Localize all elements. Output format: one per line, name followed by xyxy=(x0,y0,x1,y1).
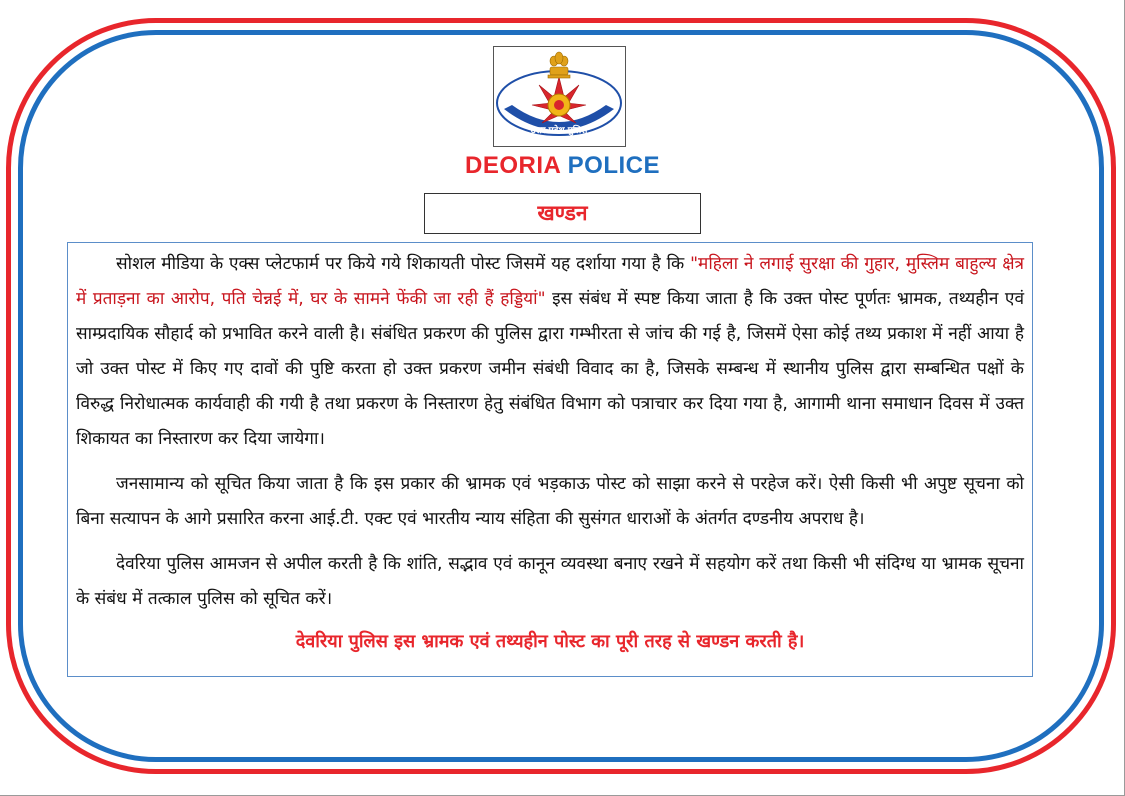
notice-body xyxy=(67,242,1033,677)
org-title-police: POLICE xyxy=(567,152,660,179)
para1-intro: सोशल मीडिया के एक्स प्लेटफार्म पर किये गये शिकायती पोस्ट जिसमें यह दर्शाया गया है कि xyxy=(116,254,685,274)
paragraph-2: जनसामान्य को सूचित किया जाता है कि इस प्रकार की भ्रामक एवं भड़काऊ पोस्ट को साझा करने से परहेज करें। ऐसी किसी भी अपुष्ट सूचना को बिना सत्यापन के आगे प्रसारित करना आई.टी. एक्ट एवं भारतीय न्याय संहिता की सुसंगत धाराओं के अंतर्गत दण्डनीय अपराध है। xyxy=(76,474,1024,529)
paragraph-1 xyxy=(76,247,1024,457)
up-police-emblem-icon xyxy=(494,47,625,146)
para1-clarification: इस संबंध में स्पष्ट किया जाता है कि उक्त पोस्ट पूर्णतः भ्रामक, तथ्यहीन एवं साम्प्रदायिक सौहार्द को प्रभावित करने वाली है। संबंधित प्रकरण की पुलिस द्वारा गम्भीरता से जांच की गई है, जिसमें ऐसा कोई तथ्य प्रकाश में नहीं आया है जो उक्त पोस्ट में किए गए दावों की पुष्टि करता हो उक्त प्रकरण जमीन संबंधी विवाद का है, जिसके सम्बन्ध में स्थानीय पुलिस द्वारा सम्बन्धित पक्षों के विरुद्ध निरोधात्मक कार्यवाही की गयी है तथा प्रकरण के निस्तारण हेतु संबंधित विभाग को पत्राचार कर दिया गया है, आगामी थाना समाधान दिवस में उक्त शिकायत का निस्तारण कर दिया जायेगा। xyxy=(76,289,1024,449)
paragraph-3: देवरिया पुलिस आमजन से अपील करती है कि शांति, सद्भाव एवं कानून व्यवस्था बनाए रखने में सहयोग करें तथा किसी भी संदिग्ध या भ्रामक सूचना के संबंध में तत्काल पुलिस को सूचित करें। xyxy=(76,554,1024,609)
para1-quoted-post: "महिला ने लगाई सुरक्षा की गुहार, मुस्लिम बाहुल्य क्षेत्र में प्रताड़ना का आरोप, पति चेन्नई में, घर के सामने फेंकी जा रही हैं हड्डियां" xyxy=(76,254,1025,309)
emblem-banner-text: उत्तर प्रदेश पुलिस xyxy=(530,126,588,136)
closing-statement: देवरिया पुलिस इस भ्रामक एवं तथ्यहीन पोस्ट का पूरी तरह से खण्डन करती है। xyxy=(295,631,805,652)
notice-heading: खण्डन xyxy=(424,193,701,234)
police-emblem xyxy=(493,46,626,147)
org-title xyxy=(400,152,725,180)
org-title-deoria: DEORIA xyxy=(465,152,561,179)
